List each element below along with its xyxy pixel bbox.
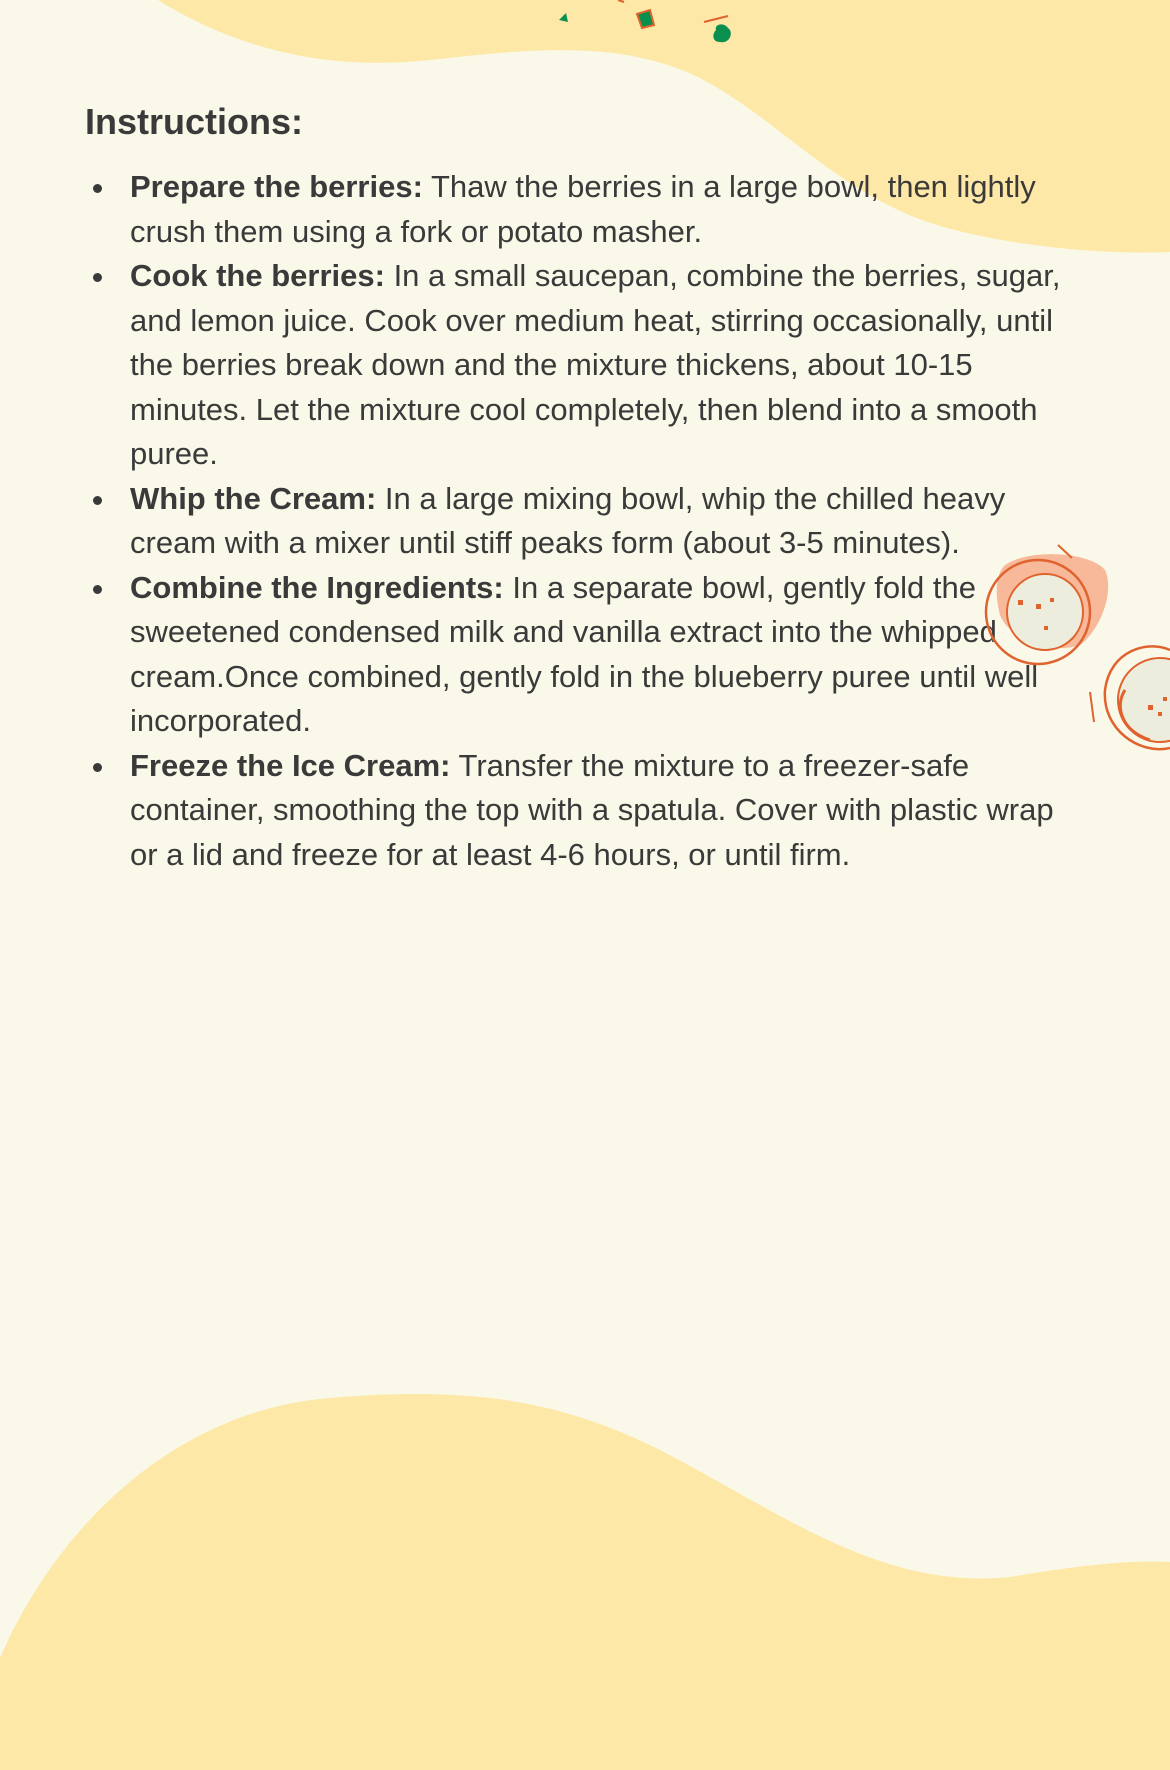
step-title: Freeze the Ice Cream: <box>130 747 451 783</box>
step-text: Thaw the berries in a large bowl, then lightly crush them using a fork or potato masher. <box>130 169 1036 249</box>
bullet-icon <box>93 273 102 282</box>
step-text: In a separate bowl, gently fold the sweetened condensed milk and vanilla extract into the whipped cream.Once combined, gently fold in the blueberry puree until well incorporated. <box>130 569 1039 739</box>
step-title: Cook the berries: <box>130 258 385 294</box>
step-text: In a small saucepan, combine the berries, sugar, and lemon juice. Cook over medium heat, stirring occasionally, until the berries break down and the mixture thickens, about 10-15 minutes. Let the mixture cool completely, then blend into a smooth puree. <box>130 258 1061 472</box>
step-title: Prepare the berries: <box>130 169 423 205</box>
instruction-step-whip <box>85 477 1085 566</box>
step-title: Combine the Ingredients: <box>130 569 504 605</box>
instruction-step-freeze <box>85 744 1085 878</box>
instructions-heading: Instructions: <box>85 101 304 142</box>
bullet-icon <box>93 496 102 505</box>
step-title: Whip the Cream: <box>130 480 377 516</box>
step-text: In a large mixing bowl, whip the chilled heavy cream with a mixer until stiff peaks form (about 3-5 minutes). <box>130 480 1006 561</box>
bullet-icon <box>93 184 102 193</box>
bullet-icon <box>93 585 102 594</box>
bullet-icon <box>93 763 102 772</box>
instructions-section <box>85 100 1085 877</box>
instruction-step-prepare <box>85 165 1085 254</box>
step-text: Transfer the mixture to a freezer-safe container, smoothing the top with a spatula. Cover with plastic wrap or a lid and freeze for at least 4-6 hours, or until firm. <box>130 747 1054 872</box>
bottom-wave <box>0 1394 1170 1770</box>
instructions-list <box>85 165 1085 877</box>
instruction-step-cook <box>85 254 1085 477</box>
instruction-step-combine <box>85 566 1085 744</box>
